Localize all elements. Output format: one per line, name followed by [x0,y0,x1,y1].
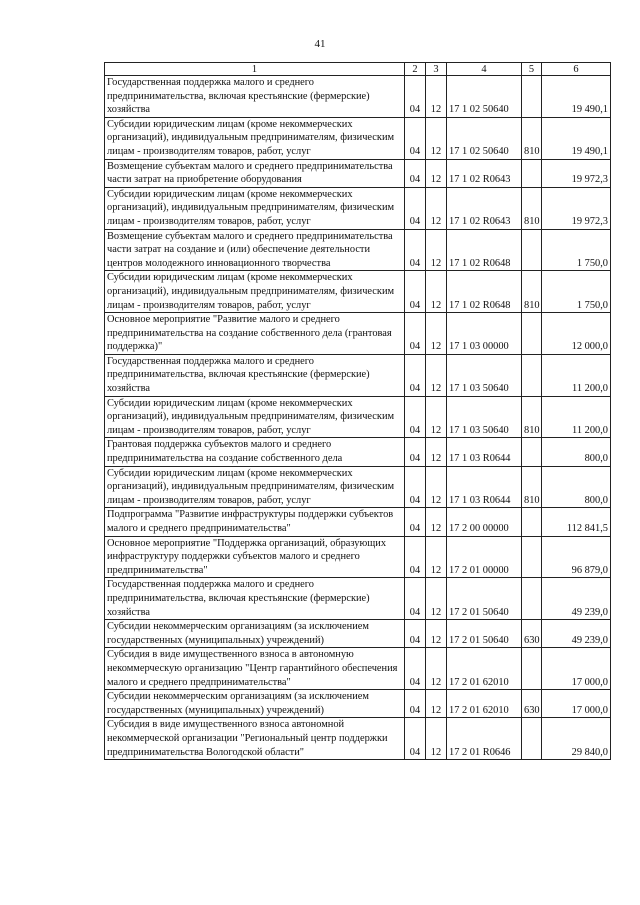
section-cell: 04 [405,159,426,187]
expense-type-cell: 810 [522,396,542,438]
subsection-cell: 12 [426,396,447,438]
section-cell: 04 [405,271,426,313]
target-article-cell: 17 1 02 R0643 [447,187,522,229]
subsection-cell: 12 [426,313,447,355]
section-cell: 04 [405,466,426,508]
table-row [105,354,611,396]
expense-type-cell [522,578,542,620]
target-article-cell: 17 1 02 R0643 [447,159,522,187]
expense-type-cell [522,718,542,760]
target-article-cell: 17 1 03 R0644 [447,466,522,508]
amount-cell: 19 972,3 [542,159,611,187]
amount-cell: 1 750,0 [542,271,611,313]
column-header-5: 5 [522,63,542,76]
expense-type-cell: 810 [522,117,542,159]
amount-cell: 800,0 [542,466,611,508]
table-row [105,117,611,159]
section-cell: 04 [405,76,426,118]
table-row [105,690,611,718]
section-cell: 04 [405,508,426,536]
table-row [105,271,611,313]
target-article-cell: 17 1 02 50640 [447,76,522,118]
item-name-cell: Субсидии юридическим лицам (кроме некоммерческих организаций), индивидуальным предпринимателям, физическим лицам - производителям товаров, работ, услуг [105,396,405,438]
subsection-cell: 12 [426,187,447,229]
amount-cell: 12 000,0 [542,313,611,355]
item-name-cell: Субсидии юридическим лицам (кроме некоммерческих организаций), индивидуальным предпринимателям, физическим лицам - производителям товаров, работ, услуг [105,271,405,313]
section-cell: 04 [405,396,426,438]
table-row [105,508,611,536]
expense-type-cell [522,438,542,466]
table-row [105,466,611,508]
expense-type-cell [522,313,542,355]
table-row [105,76,611,118]
amount-cell: 1 750,0 [542,229,611,271]
expense-type-cell [522,508,542,536]
amount-cell: 49 239,0 [542,578,611,620]
subsection-cell: 12 [426,76,447,118]
subsection-cell: 12 [426,508,447,536]
target-article-cell: 17 1 02 R0648 [447,271,522,313]
expense-type-cell [522,648,542,690]
subsection-cell: 12 [426,718,447,760]
item-name-cell: Основное мероприятие "Поддержка организаций, образующих инфраструктуру поддержки субъектов малого и среднего предпринимательства" [105,536,405,578]
item-name-cell: Возмещение субъектам малого и среднего предпринимательства части затрат на создание и (или) обеспечение деятельности центров молодежного инновационного творчества [105,229,405,271]
table-row [105,536,611,578]
column-header-1: 1 [105,63,405,76]
item-name-cell: Субсидии юридическим лицам (кроме некоммерческих организаций), индивидуальным предпринимателям, физическим лицам - производителям товаров, работ, услуг [105,187,405,229]
item-name-cell: Государственная поддержка малого и среднего предпринимательства, включая крестьянские (фермерские) хозяйства [105,76,405,118]
section-cell: 04 [405,117,426,159]
item-name-cell: Субсидия в виде имущественного взноса автономной некоммерческой организации "Региональный центр поддержки предпринимательства Вологодской области" [105,718,405,760]
section-cell: 04 [405,229,426,271]
subsection-cell: 12 [426,648,447,690]
section-cell: 04 [405,438,426,466]
expense-type-cell: 810 [522,466,542,508]
item-name-cell: Государственная поддержка малого и среднего предпринимательства, включая крестьянские (фермерские) хозяйства [105,578,405,620]
subsection-cell: 12 [426,536,447,578]
section-cell: 04 [405,578,426,620]
target-article-cell: 17 2 01 62010 [447,690,522,718]
target-article-cell: 17 1 03 50640 [447,354,522,396]
expense-type-cell: 810 [522,271,542,313]
expense-type-cell [522,229,542,271]
subsection-cell: 12 [426,117,447,159]
section-cell: 04 [405,648,426,690]
section-cell: 04 [405,354,426,396]
target-article-cell: 17 2 01 50640 [447,578,522,620]
target-article-cell: 17 2 01 R0646 [447,718,522,760]
subsection-cell: 12 [426,466,447,508]
target-article-cell: 17 2 01 50640 [447,620,522,648]
amount-cell: 29 840,0 [542,718,611,760]
item-name-cell: Грантовая поддержка субъектов малого и среднего предпринимательства на создание собственного дела [105,438,405,466]
column-header-4: 4 [447,63,522,76]
expense-type-cell [522,536,542,578]
section-cell: 04 [405,187,426,229]
target-article-cell: 17 2 01 62010 [447,648,522,690]
table-row [105,187,611,229]
target-article-cell: 17 1 03 00000 [447,313,522,355]
header-row [105,63,611,76]
table-row [105,313,611,355]
item-name-cell: Субсидии некоммерческим организациям (за исключением государственных (муниципальных) учреждений) [105,620,405,648]
amount-cell: 19 972,3 [542,187,611,229]
subsection-cell: 12 [426,438,447,466]
amount-cell: 19 490,1 [542,76,611,118]
table-row [105,620,611,648]
expense-type-cell [522,354,542,396]
table-row [105,159,611,187]
item-name-cell: Субсидии некоммерческим организациям (за исключением государственных (муниципальных) учреждений) [105,690,405,718]
column-header-2: 2 [405,63,426,76]
expense-type-cell [522,159,542,187]
item-name-cell: Субсидии юридическим лицам (кроме некоммерческих организаций), индивидуальным предпринимателям, физическим лицам - производителям товаров, работ, услуг [105,466,405,508]
item-name-cell: Возмещение субъектам малого и среднего предпринимательства части затрат на приобретение оборудования [105,159,405,187]
subsection-cell: 12 [426,620,447,648]
table-row [105,438,611,466]
table-row [105,648,611,690]
subsection-cell: 12 [426,690,447,718]
target-article-cell: 17 2 00 00000 [447,508,522,536]
section-cell: 04 [405,313,426,355]
target-article-cell: 17 1 02 R0648 [447,229,522,271]
expense-type-cell: 810 [522,187,542,229]
table-row [105,396,611,438]
amount-cell: 112 841,5 [542,508,611,536]
expense-type-cell: 630 [522,620,542,648]
amount-cell: 11 200,0 [542,396,611,438]
subsection-cell: 12 [426,229,447,271]
subsection-cell: 12 [426,578,447,620]
item-name-cell: Субсидии юридическим лицам (кроме некоммерческих организаций), индивидуальным предпринимателям, физическим лицам - производителям товаров, работ, услуг [105,117,405,159]
target-article-cell: 17 2 01 00000 [447,536,522,578]
section-cell: 04 [405,718,426,760]
column-header-3: 3 [426,63,447,76]
page-number: 41 [314,38,326,50]
target-article-cell: 17 1 03 R0644 [447,438,522,466]
expense-type-cell [522,76,542,118]
target-article-cell: 17 1 02 50640 [447,117,522,159]
budget-table [104,62,611,760]
subsection-cell: 12 [426,354,447,396]
amount-cell: 49 239,0 [542,620,611,648]
item-name-cell: Субсидия в виде имущественного взноса в автономную некоммерческую организацию "Центр гарантийного обеспечения малого и среднего предпринимательства" [105,648,405,690]
item-name-cell: Подпрограмма "Развитие инфраструктуры поддержки субъектов малого и среднего предпринимательства" [105,508,405,536]
section-cell: 04 [405,536,426,578]
amount-cell: 17 000,0 [542,690,611,718]
section-cell: 04 [405,690,426,718]
column-header-6: 6 [542,63,611,76]
table-row [105,229,611,271]
amount-cell: 11 200,0 [542,354,611,396]
amount-cell: 96 879,0 [542,536,611,578]
amount-cell: 17 000,0 [542,648,611,690]
amount-cell: 800,0 [542,438,611,466]
section-cell: 04 [405,620,426,648]
expense-type-cell: 630 [522,690,542,718]
target-article-cell: 17 1 03 50640 [447,396,522,438]
table-row [105,718,611,760]
item-name-cell: Государственная поддержка малого и среднего предпринимательства, включая крестьянские (фермерские) хозяйства [105,354,405,396]
subsection-cell: 12 [426,159,447,187]
subsection-cell: 12 [426,271,447,313]
amount-cell: 19 490,1 [542,117,611,159]
table-row [105,578,611,620]
item-name-cell: Основное мероприятие "Развитие малого и среднего предпринимательства на создание собственного дела (грантовая поддержка)" [105,313,405,355]
